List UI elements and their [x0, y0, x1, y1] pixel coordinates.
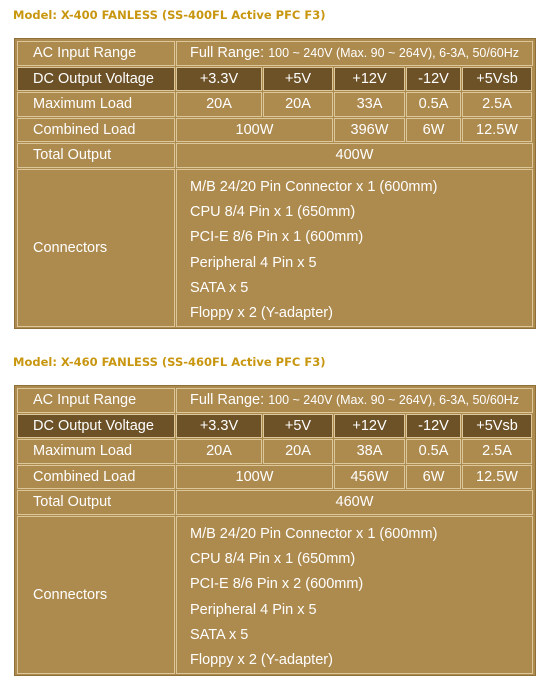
- ac-input-value: [176, 388, 533, 413]
- connectors-list: [176, 516, 533, 675]
- max-load-value: 2.5A: [462, 439, 532, 464]
- max-load-value: 33A: [334, 92, 405, 117]
- combined-load-value: 100W: [176, 118, 333, 143]
- max-load-value: 20A: [263, 92, 333, 117]
- model-title: Model: X-460 FANLESS (SS-460FL Active PFC F3): [13, 355, 326, 369]
- combined-load-value: 456W: [334, 465, 405, 490]
- connectors-list: [176, 169, 533, 328]
- spec-table: [14, 385, 536, 676]
- max-load-value: 20A: [176, 92, 262, 117]
- ac-input-label: AC Input Range: [17, 41, 175, 66]
- combined-load-label: Combined Load: [17, 118, 175, 143]
- connector-item: Peripheral 4 Pin x 5: [190, 601, 317, 618]
- dc-output-label: DC Output Voltage: [17, 414, 175, 439]
- ac-input-prefix: Full Range:: [190, 45, 269, 61]
- ac-input-detail: 100 ~ 240V (Max. 90 ~ 264V), 6-3A, 50/60Hz: [268, 46, 520, 60]
- ac-input-value: [176, 41, 533, 66]
- dc-output-voltage: +3.3V: [176, 414, 262, 439]
- connector-item: Peripheral 4 Pin x 5: [190, 254, 317, 271]
- connectors-label: Connectors: [17, 169, 175, 328]
- dc-output-voltage: +5Vsb: [462, 67, 532, 92]
- combined-load-value: 396W: [334, 118, 405, 143]
- max-load-value: 20A: [263, 439, 333, 464]
- dc-output-voltage: +5V: [263, 67, 333, 92]
- max-load-value: 38A: [334, 439, 405, 464]
- max-load-value: 0.5A: [406, 439, 461, 464]
- connector-item: CPU 8/4 Pin x 1 (650mm): [190, 550, 356, 567]
- ac-input-label: AC Input Range: [17, 388, 175, 413]
- dc-output-voltage: +3.3V: [176, 67, 262, 92]
- combined-load-value: 6W: [406, 118, 461, 143]
- connector-item: Floppy x 2 (Y-adapter): [190, 652, 333, 669]
- total-output-label: Total Output: [17, 143, 175, 168]
- connector-item: PCI-E 8/6 Pin x 2 (600mm): [190, 576, 364, 593]
- ac-input-detail: 100 ~ 240V (Max. 90 ~ 264V), 6-3A, 50/60Hz: [268, 393, 520, 407]
- spec-table: [14, 38, 536, 329]
- connector-item: Floppy x 2 (Y-adapter): [190, 305, 333, 322]
- connector-item: SATA x 5: [190, 280, 249, 297]
- combined-load-label: Combined Load: [17, 465, 175, 490]
- dc-output-voltage: +5Vsb: [462, 414, 532, 439]
- connector-item: M/B 24/20 Pin Connector x 1 (600mm): [190, 178, 438, 195]
- total-output-label: Total Output: [17, 490, 175, 515]
- connector-item: SATA x 5: [190, 627, 249, 644]
- total-output-value: 460W: [176, 490, 533, 515]
- max-load-label: Maximum Load: [17, 439, 175, 464]
- combined-load-value: 6W: [406, 465, 461, 490]
- total-output-value: 400W: [176, 143, 533, 168]
- connector-item: CPU 8/4 Pin x 1 (650mm): [190, 203, 356, 220]
- max-load-value: 0.5A: [406, 92, 461, 117]
- dc-output-voltage: +5V: [263, 414, 333, 439]
- combined-load-value: 12.5W: [462, 465, 532, 490]
- connector-item: M/B 24/20 Pin Connector x 1 (600mm): [190, 525, 438, 542]
- dc-output-voltage: -12V: [406, 414, 461, 439]
- dc-output-voltage: -12V: [406, 67, 461, 92]
- connectors-label: Connectors: [17, 516, 175, 675]
- max-load-value: 20A: [176, 439, 262, 464]
- dc-output-voltage: +12V: [334, 67, 405, 92]
- combined-load-value: 100W: [176, 465, 333, 490]
- max-load-label: Maximum Load: [17, 92, 175, 117]
- ac-input-prefix: Full Range:: [190, 392, 269, 408]
- max-load-value: 2.5A: [462, 92, 532, 117]
- connector-item: PCI-E 8/6 Pin x 1 (600mm): [190, 229, 364, 246]
- dc-output-label: DC Output Voltage: [17, 67, 175, 92]
- combined-load-value: 12.5W: [462, 118, 532, 143]
- dc-output-voltage: +12V: [334, 414, 405, 439]
- model-title: Model: X-400 FANLESS (SS-400FL Active PFC F3): [13, 8, 326, 22]
